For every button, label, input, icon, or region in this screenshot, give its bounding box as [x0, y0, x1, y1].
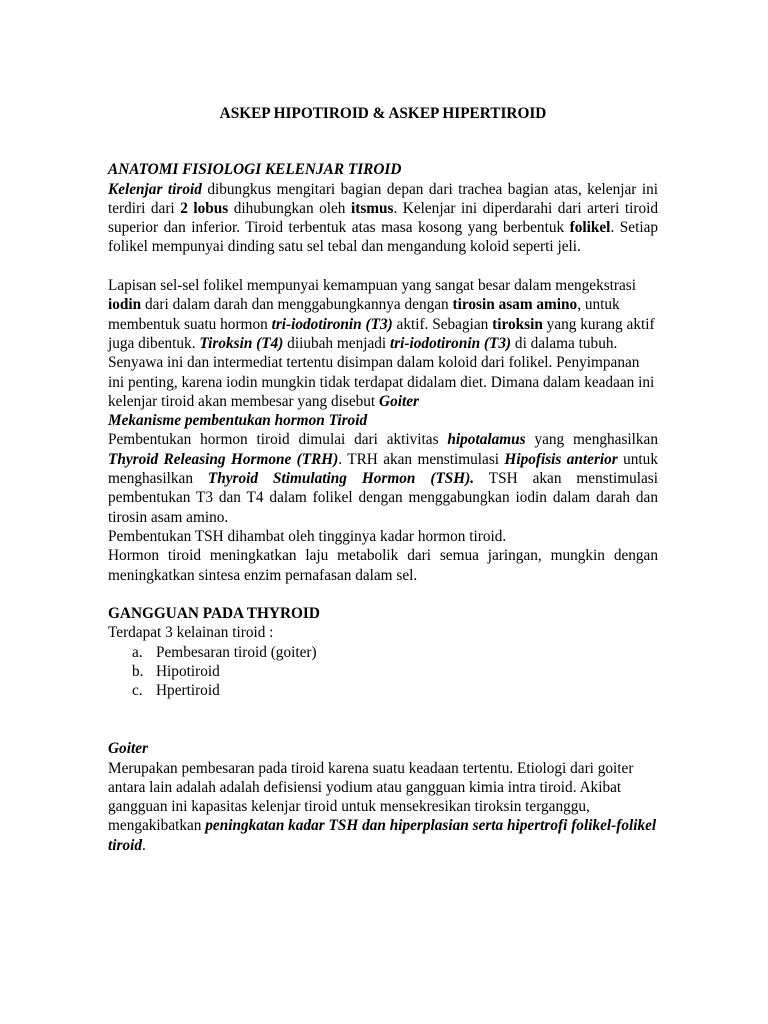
list-item: c. Hpertiroid [132, 682, 220, 700]
text-run: 2 lobus [180, 199, 229, 217]
text-run: tiroksin [492, 315, 543, 333]
paragraph-mekanisme-1 [108, 430, 658, 526]
text-run: Tiroksin (T4) [199, 334, 284, 352]
text-run: Thyroid Releasing Hormone (TRH) [108, 450, 339, 468]
text-run: Lapisan sel-sel folikel mempunyai kemampuan yang sangat besar dalam mengekstrasi [108, 277, 637, 295]
text-run: TSH akan menstimulasi pembentukan T3 dan T4 dalam folikel dengan menggabungkan iodin dalam darah dan tirosin asam amino. [108, 470, 658, 526]
paragraph-gangguan-intro: Terdapat 3 kelainan tiroid : [108, 624, 274, 642]
text-run: yang menghasilkan [525, 431, 658, 449]
text-run: Hipofisis anterior [504, 450, 618, 468]
text-run: . [142, 836, 146, 854]
text-run: dari dalam darah dan menggabungkannya dengan [141, 296, 453, 314]
text-run: tri-iodotironin (T3) [389, 334, 512, 352]
text-run: . TRH akan menstimulasi [338, 450, 505, 468]
list-item: a. Pembesaran tiroid (goiter) [132, 643, 317, 661]
text-run: . Setiap folikel mempunyai dinding satu sel tebal dan mengandung koloid seperti jeli. [108, 219, 659, 256]
text-run: , untuk membentuk suatu hormon [108, 296, 620, 333]
text-run: dibungkus mengitari bagian depan dari trachea bagian atas, kelenjar ini terdiri dari [108, 180, 659, 217]
paragraph-mekanisme-3: Hormon tiroid meningkatkan laju metabolik dari semua jaringan, mungkin dengan meningkatkan sintesa enzim pernafasan dalam sel. [108, 547, 658, 584]
kelainan-list [108, 643, 658, 701]
text-run: yang kurang aktif juga dibentuk. [108, 315, 655, 352]
text-run: Thyroid Stimulating Hormon (TSH). [207, 470, 475, 488]
text-run: Pembentukan hormon tiroid dimulai dari aktivitas [108, 431, 448, 449]
text-run: tri-iodotironin (T3) [271, 315, 393, 333]
text-run: itsmus [350, 199, 394, 217]
text-run: hipotalamus [447, 431, 526, 449]
section-heading-anatomi: ANATOMI FISIOLOGI KELENJAR TIROID [108, 161, 402, 179]
text-run: Kelenjar tiroid [108, 180, 202, 198]
text-run: aktif. Sebagian [392, 315, 493, 333]
paragraph-goiter [108, 759, 658, 855]
text-run: di dalama tubuh. Senyawa ini dan intermediat tertentu disimpan dalam koloid dari folikel. Penyimpanan ini penting, karena iodin mungkin tidak terdapat didalam diet. Dimana dalam keadaan ini kelenjar tiroid akan membesar yang disebut [108, 334, 655, 410]
section-heading-gangguan: GANGGUAN PADA THYROID [108, 605, 320, 623]
document-page [108, 104, 658, 855]
text-run: Merupakan pembesaran pada tiroid karena suatu keadaan tertentu. Etiologi dari goiter antara lain adalah adalah defisiensi yodium atau gangguan kimia intra tiroid. Akibat gangguan ini kapasitas kelenjar tiroid untuk mensekresikan tiroksin terganggu, mengakibatkan [108, 759, 634, 835]
text-run: folikel [569, 219, 611, 237]
text-run: . Kelenjar ini diperdarahi dari arteri tiroid superior dan inferior. Tiroid terbentuk atas masa kosong yang berbentuk [108, 199, 659, 237]
text-run: tirosin asam amino [452, 296, 578, 314]
text-run: untuk menghasilkan [108, 450, 658, 488]
text-run: iodin [108, 296, 142, 314]
list-item: b. Hipotiroid [132, 663, 220, 681]
paragraph-anatomi-1 [108, 180, 658, 257]
text-run: Goiter [379, 392, 419, 410]
paragraph-mekanisme-2: Pembentukan TSH dihambat oleh tingginya kadar hormon tiroid. [108, 527, 507, 545]
text-run: diiubah menjadi [283, 334, 390, 352]
section-heading-goiter: Goiter [108, 740, 148, 758]
paragraph-anatomi-2 [108, 276, 658, 411]
text-run: dihubungkan oleh [228, 199, 351, 217]
section-heading-mekanisme: Mekanisme pembentukan hormon Tiroid [108, 412, 368, 430]
document-title: ASKEP HIPOTIROID & ASKEP HIPERTIROID [219, 105, 547, 122]
text-run: peningkatan kadar TSH dan hiperplasian serta hipertrofi folikel-folikel tiroid [108, 817, 657, 854]
